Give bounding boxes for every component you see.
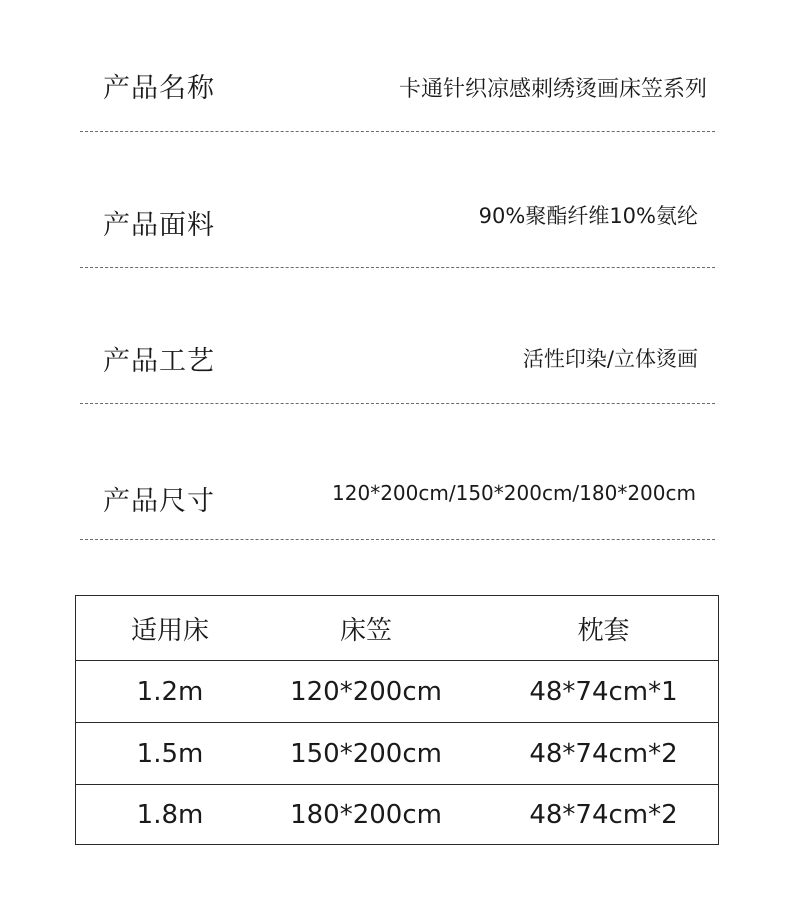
spec-row-craft: [80, 267, 715, 404]
spec-value: 活性印染/立体烫画: [522, 347, 698, 371]
table-row: [76, 785, 718, 844]
spec-value: 120*200cm/150*200cm/180*200cm: [332, 481, 696, 505]
spec-row-name: [80, 0, 715, 132]
table-row: [76, 661, 718, 723]
table-cell: 48*74cm*2: [529, 799, 678, 830]
spec-label: 产品工艺: [103, 346, 215, 377]
table-header-row: [76, 596, 718, 661]
spec-label: 产品面料: [103, 210, 215, 241]
table-cell: 120*200cm: [290, 676, 442, 707]
table-cell: 48*74cm*1: [529, 676, 678, 707]
table-cell: 1.5m: [136, 738, 204, 769]
table-cell: 1.8m: [136, 799, 204, 830]
size-table: [75, 595, 719, 845]
table-cell: 48*74cm*2: [529, 738, 678, 769]
spec-value: 卡通针织凉感刺绣烫画床笠系列: [398, 77, 707, 102]
table-header-cell: 枕套: [577, 615, 630, 646]
table-cell: 150*200cm: [290, 738, 442, 769]
spec-row-size: [80, 403, 715, 540]
spec-row-fabric: [80, 131, 715, 268]
spec-value: 90%聚酯纤维10%氨纶: [478, 204, 698, 228]
table-row: [76, 723, 718, 785]
table-header-cell: 适用床: [130, 615, 209, 646]
table-cell: 180*200cm: [290, 799, 442, 830]
spec-label: 产品名称: [103, 73, 215, 104]
table-header-cell: 床笠: [339, 615, 392, 646]
table-cell: 1.2m: [136, 676, 204, 707]
spec-label: 产品尺寸: [103, 486, 215, 517]
